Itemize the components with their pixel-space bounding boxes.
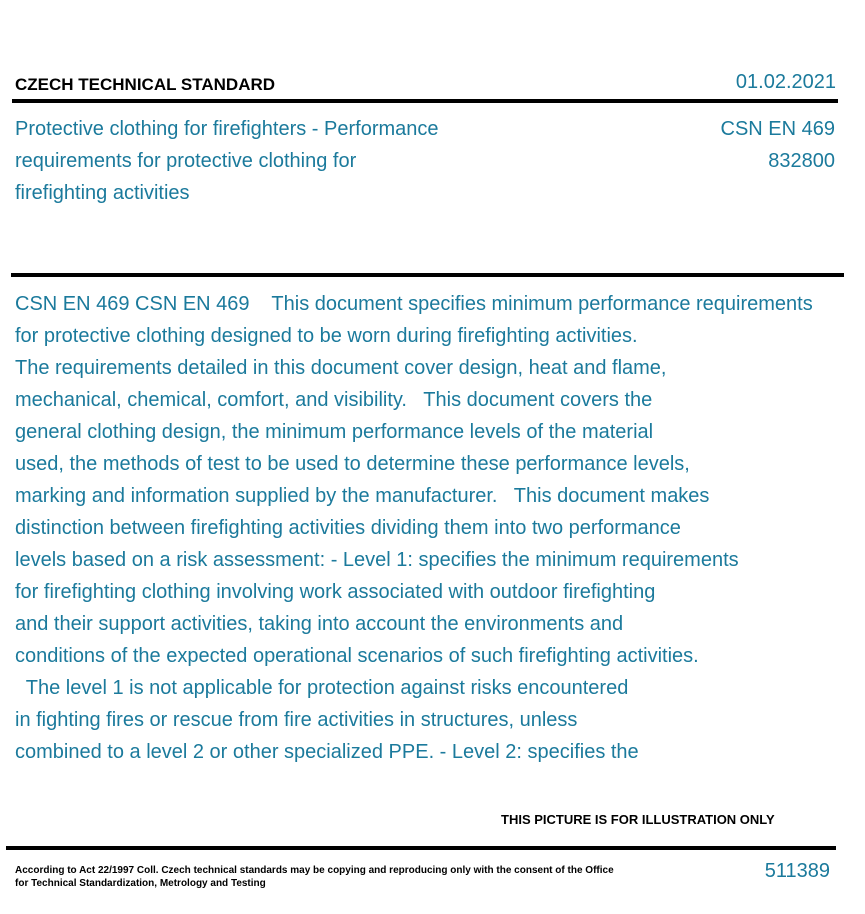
abstract-line: distinction between firefighting activities dividing them into two performance bbox=[15, 517, 681, 539]
legal-notice-line: for Technical Standardization, Metrology and Testing bbox=[15, 878, 266, 889]
legal-notice bbox=[15, 864, 614, 890]
standard-type-heading: CZECH TECHNICAL STANDARD bbox=[15, 75, 276, 94]
abstract-line: for protective clothing designed to be worn during firefighting activities. bbox=[15, 325, 638, 347]
abstract-line: and their support activities, taking into account the environments and bbox=[15, 613, 624, 635]
document-title-line: Protective clothing for firefighters - Performance bbox=[15, 118, 439, 140]
footer-divider bbox=[6, 846, 836, 850]
abstract-line: mechanical, chemical, comfort, and visibility. This document covers the bbox=[15, 389, 653, 411]
standard-code: CSN EN 469 bbox=[720, 118, 835, 140]
illustration-disclaimer: THIS PICTURE IS FOR ILLUSTRATION ONLY bbox=[501, 812, 775, 827]
abstract-line: CSN EN 469 CSN EN 469 This document specifies minimum performance requirements bbox=[15, 293, 813, 315]
abstract-line: general clothing design, the minimum performance levels of the material bbox=[15, 421, 654, 443]
abstract-line: used, the methods of test to be used to determine these performance levels, bbox=[15, 453, 690, 475]
abstract-line: The requirements detailed in this document cover design, heat and flame, bbox=[15, 357, 667, 379]
class-number: 832800 bbox=[768, 150, 835, 172]
abstract-line: combined to a level 2 or other specialized PPE. - Level 2: specifies the bbox=[15, 741, 639, 763]
legal-notice-line: According to Act 22/1997 Coll. Czech technical standards may be copying and reproducing only with the consent of the Office bbox=[15, 865, 614, 876]
abstract-line: conditions of the expected operational scenarios of such firefighting activities. bbox=[15, 645, 699, 667]
abstract-line: The level 1 is not applicable for protection against risks encountered bbox=[15, 677, 629, 699]
document-title-line: firefighting activities bbox=[15, 182, 190, 204]
document-title bbox=[15, 113, 495, 209]
document-abstract bbox=[15, 288, 865, 768]
abstract-line: marking and information supplied by the manufacturer. This document makes bbox=[15, 485, 710, 507]
abstract-line: in fighting fires or rescue from fire activities in structures, unless bbox=[15, 709, 578, 731]
publication-date: 01.02.2021 bbox=[735, 71, 836, 93]
catalog-number: 511389 bbox=[764, 860, 830, 882]
document-title-line: requirements for protective clothing for bbox=[15, 150, 357, 172]
abstract-line: levels based on a risk assessment: - Level 1: specifies the minimum requirements bbox=[15, 549, 739, 571]
header-divider bbox=[12, 99, 838, 103]
title-divider bbox=[11, 273, 844, 277]
document-codes bbox=[721, 113, 836, 177]
abstract-line: for firefighting clothing involving work associated with outdoor firefighting bbox=[15, 581, 656, 603]
